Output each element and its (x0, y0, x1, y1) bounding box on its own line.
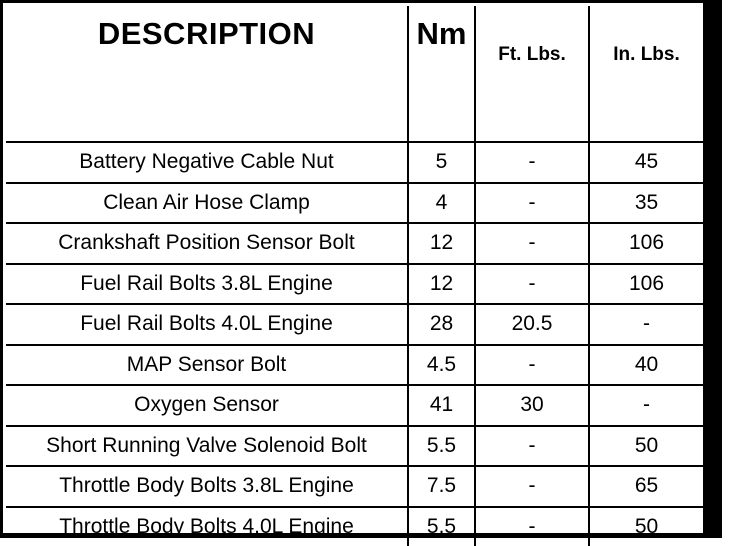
cell-ft-lbs: - (475, 264, 589, 305)
cell-in-lbs: - (589, 304, 703, 345)
cell-description: Fuel Rail Bolts 4.0L Engine (6, 304, 408, 345)
table-row (6, 304, 703, 345)
cell-ft-lbs: - (475, 507, 589, 546)
table-row (6, 426, 703, 467)
table-row (6, 183, 703, 224)
cell-nm: 5.5 (408, 426, 475, 467)
table-row (6, 345, 703, 386)
cell-ft-lbs: - (475, 466, 589, 507)
table-row (6, 223, 703, 264)
cell-description: Throttle Body Bolts 4.0L Engine (6, 507, 408, 546)
header-nm: Nm (408, 6, 475, 142)
torque-spec-table (6, 6, 703, 546)
cell-in-lbs: 65 (589, 466, 703, 507)
cell-nm: 4 (408, 183, 475, 224)
cell-ft-lbs: - (475, 426, 589, 467)
cell-in-lbs: 106 (589, 223, 703, 264)
cell-ft-lbs: 20.5 (475, 304, 589, 345)
cell-in-lbs: 40 (589, 345, 703, 386)
cell-nm: 12 (408, 264, 475, 305)
cell-ft-lbs: - (475, 183, 589, 224)
table-row (6, 466, 703, 507)
cell-nm: 5.5 (408, 507, 475, 546)
table-header-row (6, 6, 703, 142)
cell-nm: 7.5 (408, 466, 475, 507)
cell-in-lbs: 45 (589, 142, 703, 183)
cell-ft-lbs: 30 (475, 385, 589, 426)
cell-in-lbs: 35 (589, 183, 703, 224)
cell-description: MAP Sensor Bolt (6, 345, 408, 386)
cell-nm: 4.5 (408, 345, 475, 386)
cell-in-lbs: 50 (589, 426, 703, 467)
cell-description: Fuel Rail Bolts 3.8L Engine (6, 264, 408, 305)
cell-nm: 5 (408, 142, 475, 183)
cell-description: Short Running Valve Solenoid Bolt (6, 426, 408, 467)
cell-in-lbs: 50 (589, 507, 703, 546)
cell-ft-lbs: - (475, 223, 589, 264)
cell-description: Clean Air Hose Clamp (6, 183, 408, 224)
header-in-lbs: In. Lbs. (589, 6, 703, 142)
cell-ft-lbs: - (475, 142, 589, 183)
table-row (6, 507, 703, 546)
table-row (6, 385, 703, 426)
cell-description: Crankshaft Position Sensor Bolt (6, 223, 408, 264)
cell-nm: 28 (408, 304, 475, 345)
table-row (6, 264, 703, 305)
header-ft-lbs: Ft. Lbs. (475, 6, 589, 142)
cell-description: Oxygen Sensor (6, 385, 408, 426)
cell-in-lbs: 106 (589, 264, 703, 305)
cell-nm: 12 (408, 223, 475, 264)
cell-description: Throttle Body Bolts 3.8L Engine (6, 466, 408, 507)
table-row (6, 142, 703, 183)
cell-description: Battery Negative Cable Nut (6, 142, 408, 183)
header-description: DESCRIPTION (6, 6, 408, 142)
cell-nm: 41 (408, 385, 475, 426)
cell-in-lbs: - (589, 385, 703, 426)
page-edge-bar (708, 0, 722, 538)
cell-ft-lbs: - (475, 345, 589, 386)
